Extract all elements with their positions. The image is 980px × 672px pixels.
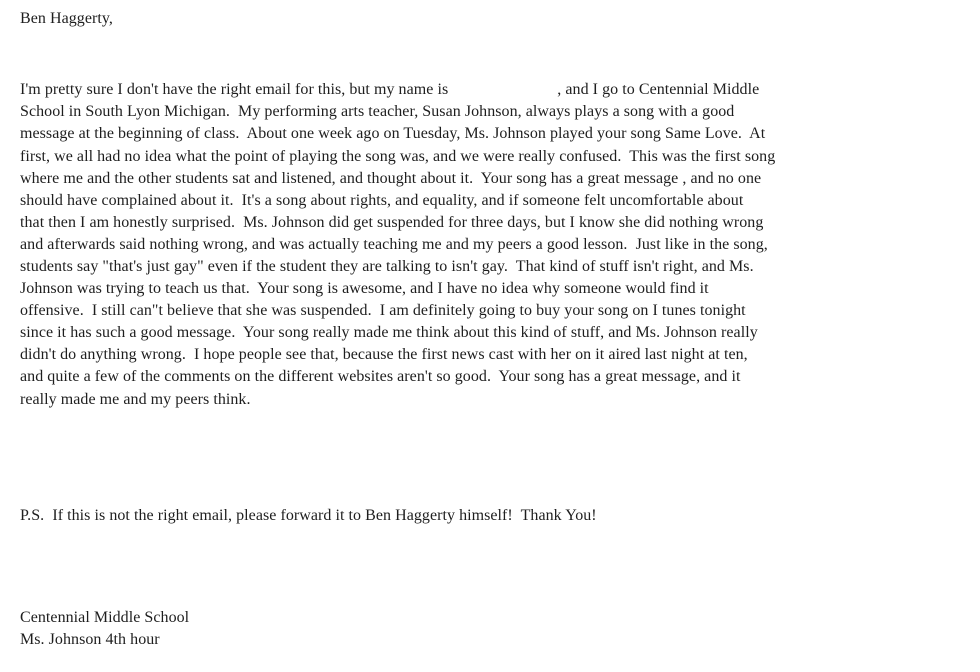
body-line: first, we all had no idea what the point of playing the song was, and we were really confused. This was the first song	[20, 148, 776, 165]
body-line: really made me and my peers think.	[20, 391, 251, 408]
body-line: and quite a few of the comments on the different websites aren't so good. Your song has a great message, and it	[20, 368, 741, 385]
body-line: School in South Lyon Michigan. My performing arts teacher, Susan Johnson, always plays a song with a good	[20, 103, 735, 120]
body-line: didn't do anything wrong. I hope people see that, because the first news cast with her on it aired last night at ten,	[20, 346, 748, 363]
body-line: where me and the other students sat and listened, and thought about it. Your song has a great message , and no one	[20, 170, 762, 187]
postscript: P.S. If this is not the right email, please forward it to Ben Haggerty himself! Thank You!	[20, 507, 597, 524]
body-line: and afterwards said nothing wrong, and was actually teaching me and my peers a good lesson. Just like in the song,	[20, 236, 768, 253]
body-line: students say "that's just gay" even if the student they are talking to isn't gay. That kind of stuff isn't right, and Ms.	[20, 258, 754, 275]
body-line: that then I am honestly surprised. Ms. Johnson did get suspended for three days, but I know she did nothing wrong	[20, 214, 764, 231]
body-line: since it has such a good message. Your song really made me think about this kind of stuff, and Ms. Johnson really	[20, 324, 758, 341]
body-text: I'm pretty sure I don't have the right email for this, but my name is	[20, 81, 453, 98]
body-line	[20, 79, 759, 101]
signature-school: Centennial Middle School	[20, 609, 190, 626]
body-line: should have complained about it. It's a song about rights, and equality, and if someone felt uncomfortable about	[20, 192, 744, 209]
salutation: Ben Haggerty,	[20, 10, 113, 27]
body-text: , and I go to Centennial Middle	[557, 81, 760, 98]
body-line: offensive. I still can"t believe that she was suspended. I am definitely going to buy your song on I tunes tonight	[20, 302, 746, 319]
body-line: Johnson was trying to teach us that. Your song is awesome, and I have no idea why someone would find it	[20, 280, 709, 297]
signature-class: Ms. Johnson 4th hour	[20, 631, 160, 648]
redacted-name	[452, 80, 557, 96]
body-line: message at the beginning of class. About one week ago on Tuesday, Ms. Johnson played your song Same Love. At	[20, 125, 766, 142]
